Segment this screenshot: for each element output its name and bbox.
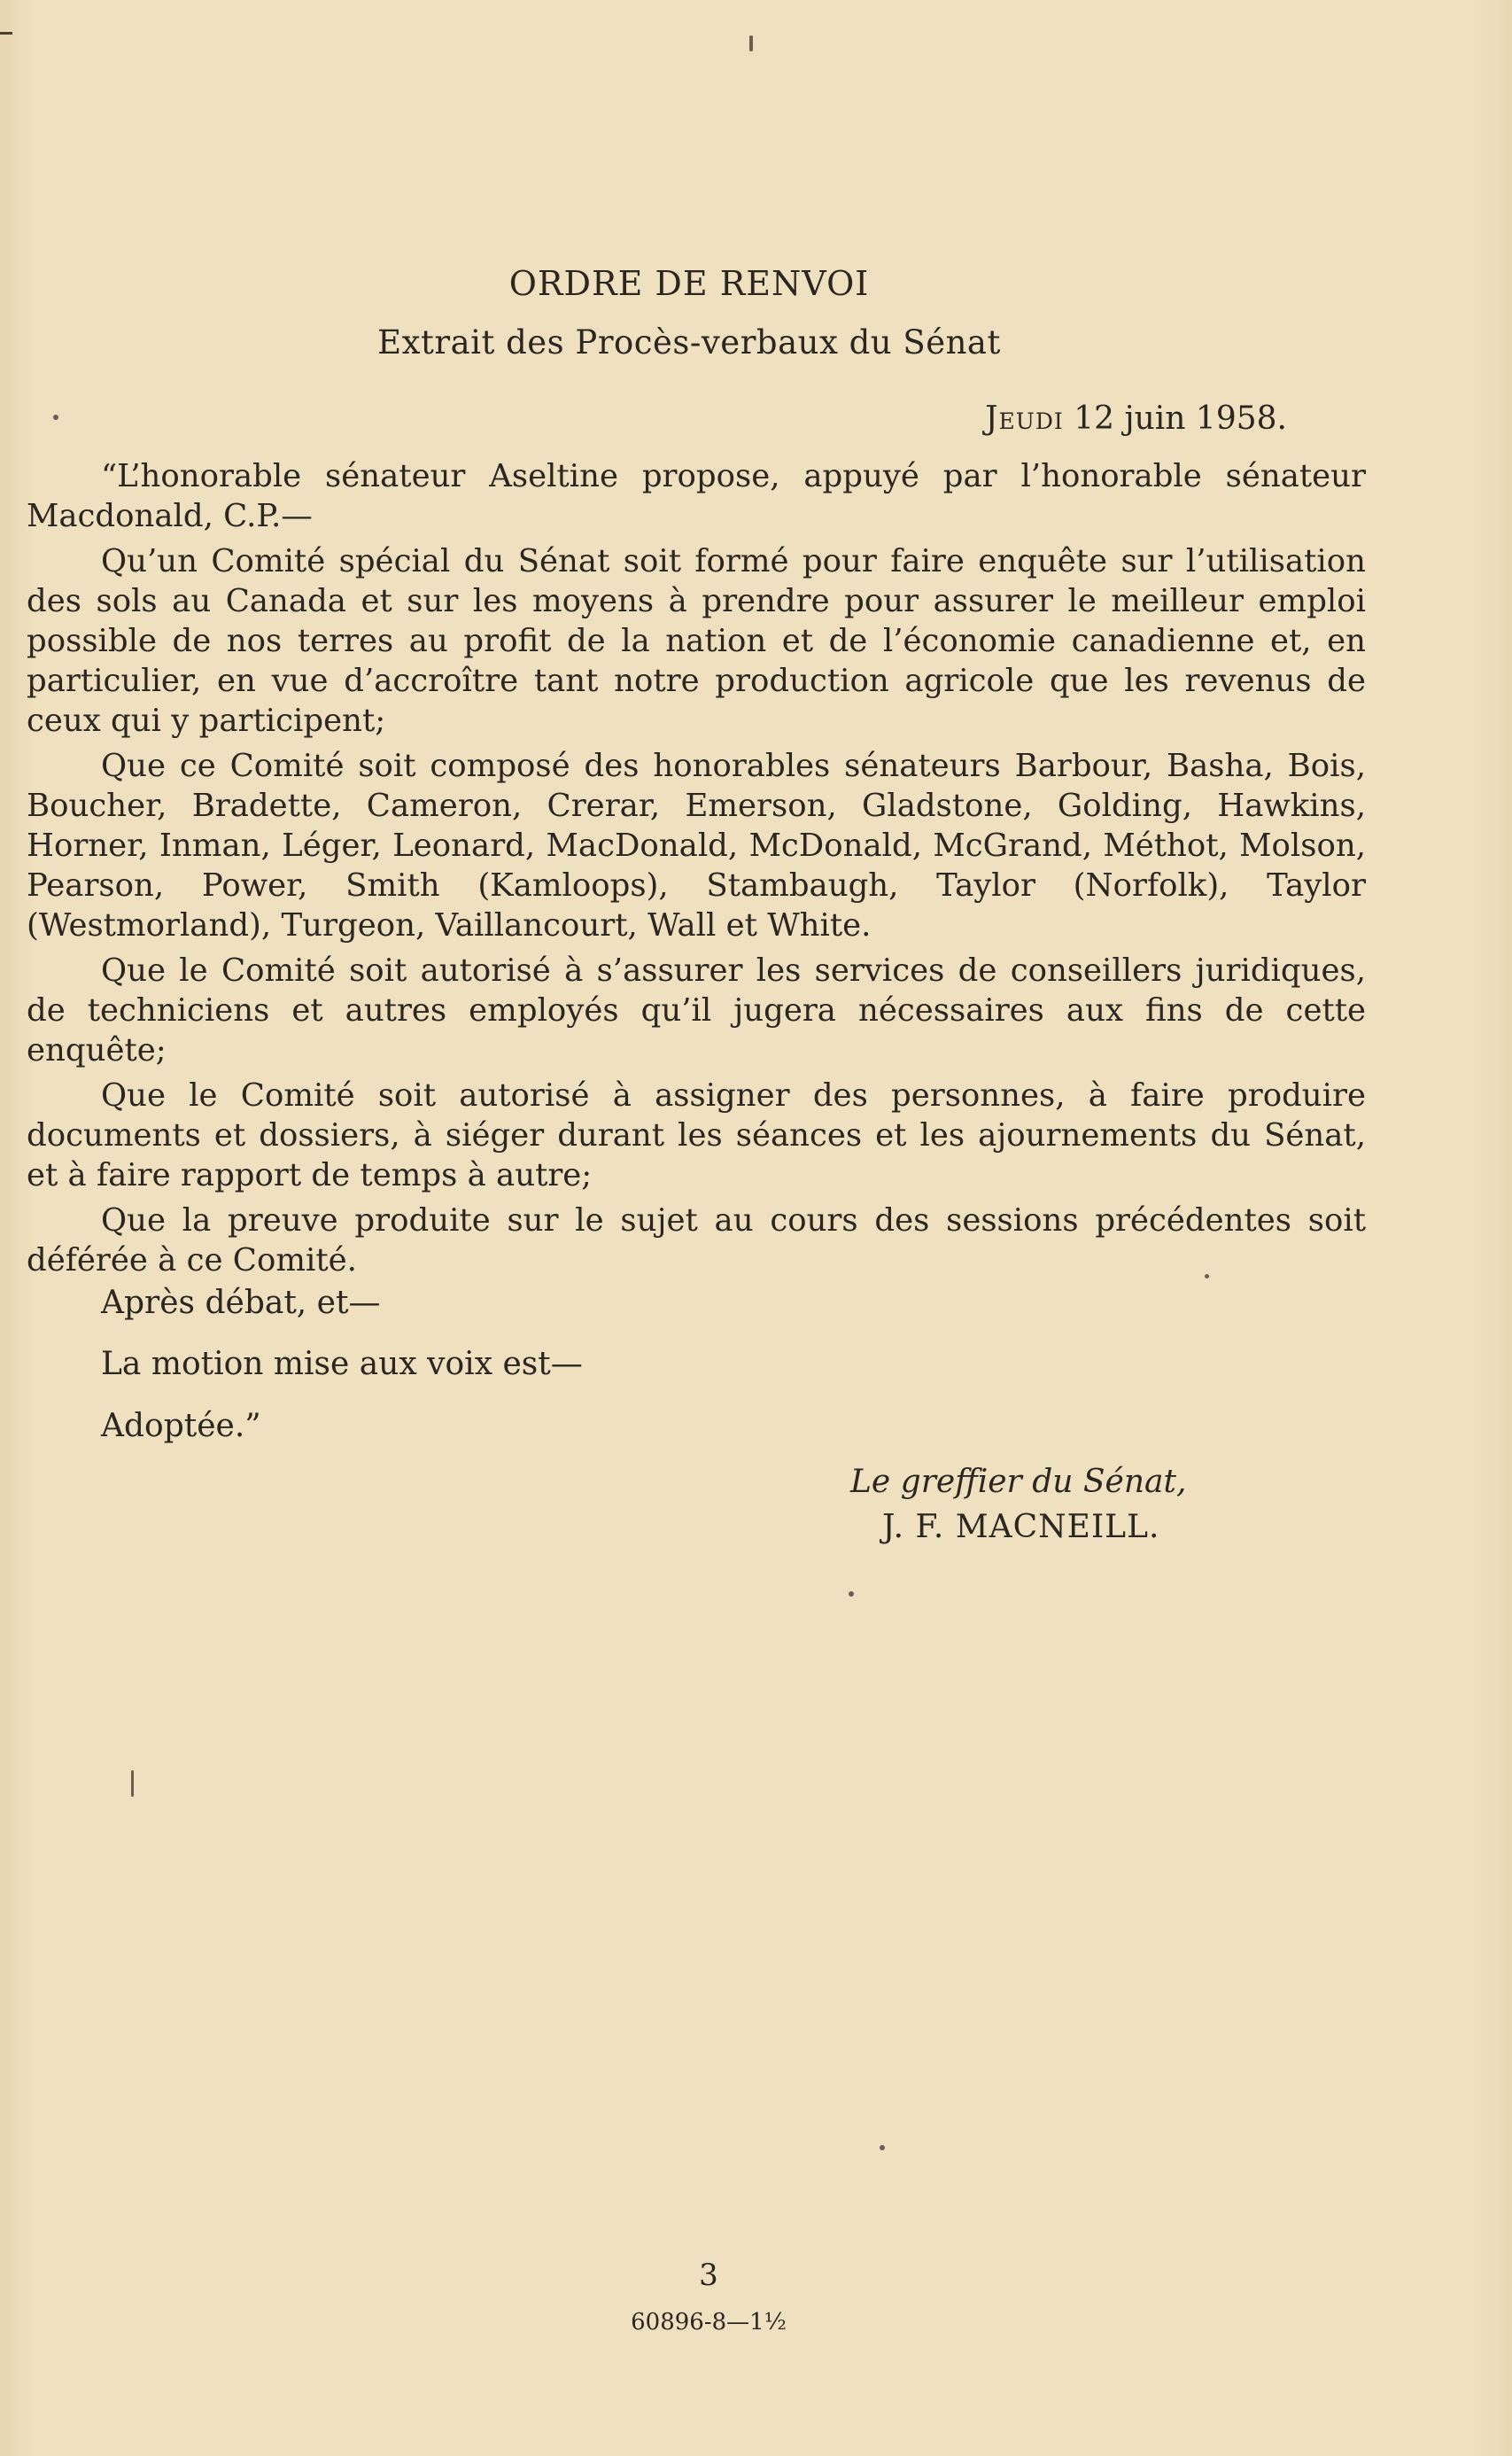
paper-speck	[53, 415, 58, 420]
paper-speck	[131, 1770, 134, 1797]
date-day: Jeudi	[985, 400, 1064, 437]
paragraph-counsel: Que le Comité soit autorisé à s’assurer les services de conseillers juridiques, de techniciens et autres employés qu’il jugera nécessaires aux fins de cette enquête;	[27, 952, 1366, 1069]
print-code: 60896-8—1½	[631, 2309, 787, 2336]
signature-role: Le greffier du Sénat,	[850, 1464, 1187, 1500]
paper-speck	[880, 2145, 885, 2150]
paragraph-committee-purpose: Qu’un Comité spécial du Sénat soit formé pour faire enquête sur l’utilisation des sols au Canada et sur les moyens à prendre pour assurer le meilleur emploi possible de nos terres au profit de la nation et de l’économie canadienne et, en particulier, en vue d’accroître tant notre production agricole que les revenus de ceux qui y participent;	[27, 543, 1366, 739]
date-rest: 12 juin 1958.	[1074, 400, 1287, 437]
paper-speck	[749, 35, 753, 51]
closing-debate: Après débat, et—	[101, 1285, 381, 1321]
paragraph-motion: “L’honorable sénateur Aseltine propose, appuyé par l’honorable sénateur Macdonald, C.P.—	[27, 458, 1366, 534]
edge-mark	[0, 32, 12, 35]
document-subtitle: Extrait des Procès-verbaux du Sénat	[377, 323, 1001, 361]
paper-speck	[1205, 1274, 1209, 1279]
paragraph-powers: Que le Comité soit autorisé à assigner des personnes, à faire produire documents et dossiers, à siéger durant les séances et les ajournements du Sénat, et à faire rapport de temps à autre;	[27, 1077, 1366, 1193]
page-number: 3	[699, 2258, 718, 2293]
paragraph-evidence: Que la preuve produite sur le sujet au cours des sessions précédentes soit déférée à ce Comité.	[27, 1202, 1366, 1279]
document-date	[985, 400, 1287, 437]
signature-name: J. F. MACNEILL.	[882, 1509, 1160, 1545]
paragraph-committee-members: Que ce Comité soit composé des honorables sénateurs Barbour, Basha, Bois, Boucher, Bradette, Cameron, Crerar, Emerson, Gladstone, Golding, Hawkins, Horner, Inman, Léger, Leonard, MacDonald, McDonald, McGrand, Méthot, Molson, Pearson, Power, Smith (Kamloops), Stambaugh, Taylor (Norfolk), Taylor (Westmorland), Turgeon, Vaillancourt, Wall et White.	[27, 748, 1366, 944]
closing-adopted: Adoptée.”	[101, 1408, 261, 1444]
document-title: ORDRE DE RENVOI	[508, 264, 870, 303]
document-body	[27, 456, 1366, 1286]
closing-vote: La motion mise aux voix est—	[101, 1346, 583, 1382]
paper-speck	[849, 1591, 854, 1597]
